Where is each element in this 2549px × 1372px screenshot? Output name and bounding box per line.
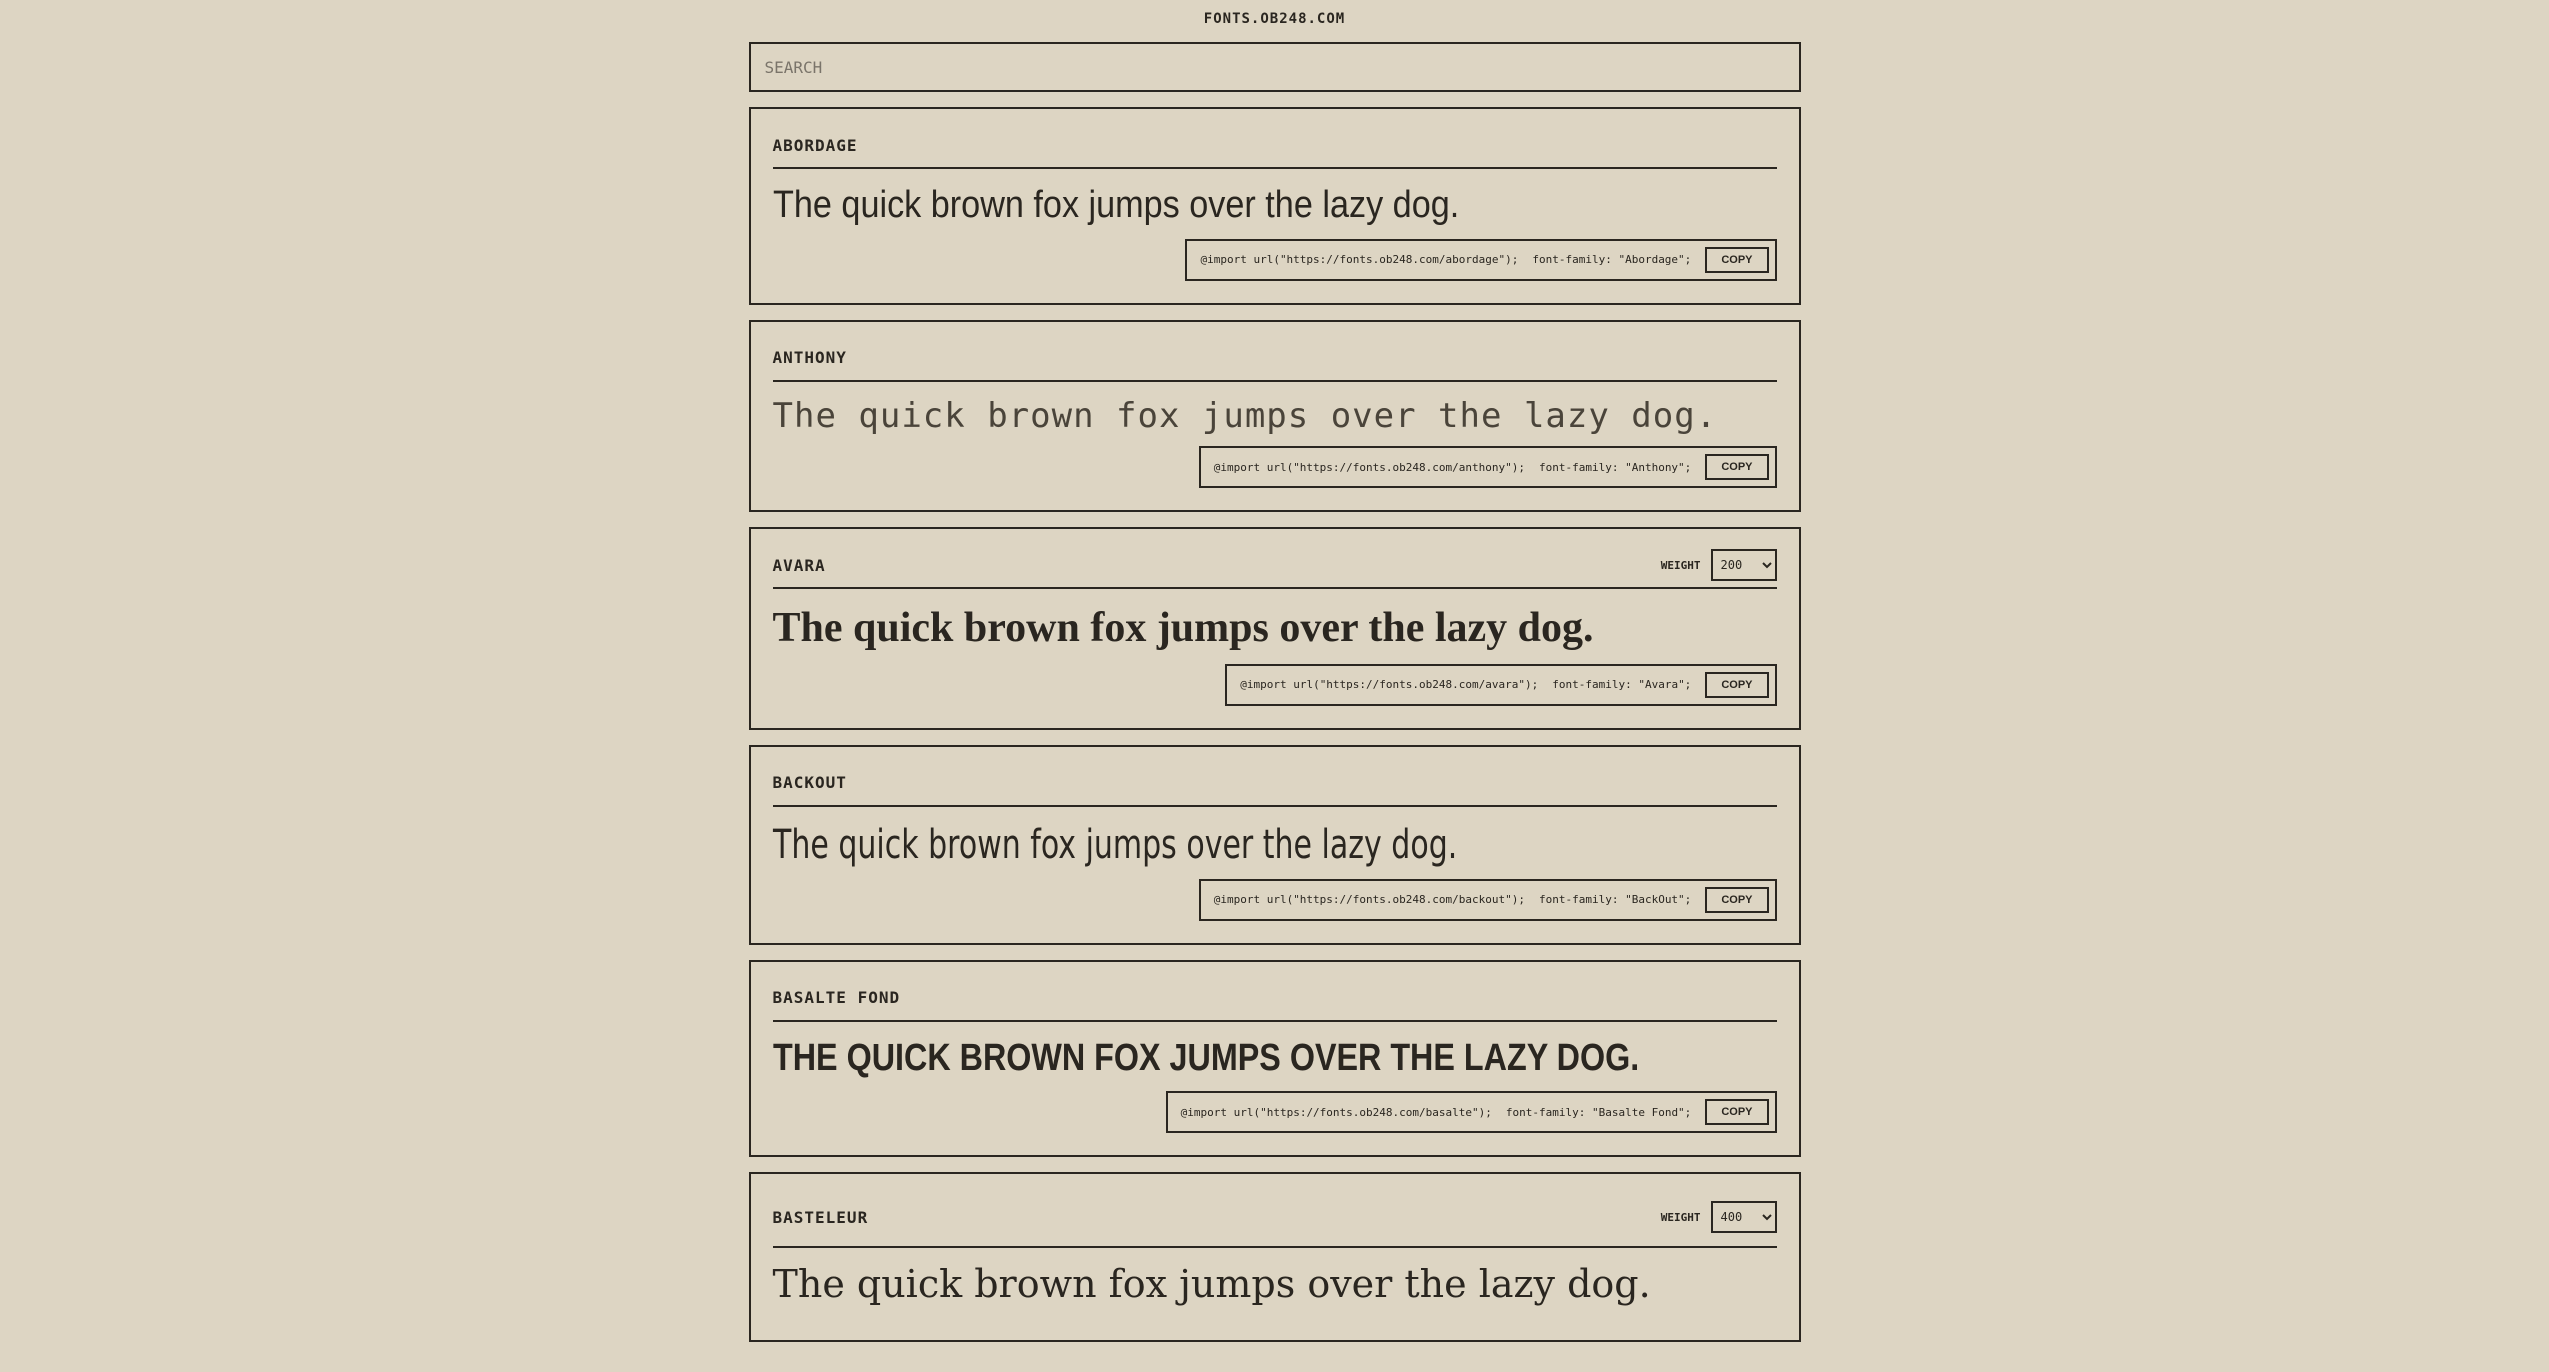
font-name: BASTELEUR [772,1207,869,1227]
site-title[interactable]: FONTS.OB248.COM [1203,11,1346,27]
copy-button[interactable]: COPY [1705,1099,1768,1125]
weight-select[interactable] [1711,549,1777,581]
font-sample: The quick brown fox jumps over the lazy dog. [772,1262,1651,1307]
weight-label: WEIGHT [1660,1210,1701,1224]
font-card-avara [749,527,1801,729]
font-name: ANTHONY [772,348,847,368]
font-card-basteleur [749,1172,1801,1342]
family-code: font-family: "Avara"; [1552,678,1692,692]
font-card-anthony [749,320,1801,513]
weight-select[interactable] [1711,1201,1777,1233]
family-code: font-family: "Anthony"; [1538,460,1692,474]
import-code: @import url("https://fonts.ob248.com/abordage"); [1200,253,1519,267]
copy-button[interactable]: COPY [1705,247,1768,273]
weight-control [1661,1201,1777,1233]
copy-button[interactable]: COPY [1705,454,1768,480]
copy-button[interactable]: COPY [1705,887,1768,913]
import-code: @import url("https://fonts.ob248.com/basalte"); [1180,1105,1492,1119]
font-sample: THE QUICK BROWN FOX JUMPS OVER THE LAZY DOG. [772,1036,1639,1079]
import-code: @import url("https://fonts.ob248.com/anthony"); [1213,460,1525,474]
font-card-backout [749,745,1801,945]
font-sample: The quick brown fox jumps over the lazy dog. [772,821,1457,868]
weight-label: WEIGHT [1660,558,1701,572]
page [749,0,1801,1342]
font-name: ABORDAGE [772,135,858,155]
font-sample: The quick brown fox jumps over the lazy dog. [772,605,1594,652]
font-name: BACKOUT [772,773,847,793]
code-snippet [1199,879,1777,921]
font-card-abordage [749,107,1801,305]
import-code: @import url("https://fonts.ob248.com/backout"); [1213,893,1525,907]
family-code: font-family: "Abordage"; [1532,253,1692,267]
code-snippet [1185,239,1776,281]
weight-control [1661,549,1777,581]
code-snippet [1225,664,1776,706]
font-name: BASALTE FOND [772,988,901,1008]
copy-button[interactable]: COPY [1705,672,1768,698]
family-code: font-family: "Basalte Fond"; [1505,1105,1692,1119]
import-code: @import url("https://fonts.ob248.com/avara"); [1240,678,1539,692]
search-input[interactable] [749,42,1801,92]
code-snippet [1199,446,1777,488]
code-snippet [1166,1091,1777,1133]
font-sample: The quick brown fox jumps over the lazy dog. [772,395,1718,436]
font-name: AVARA [772,555,826,575]
font-sample: The quick brown fox jumps over the lazy dog. [772,184,1459,226]
font-card-basalte-fond [749,960,1801,1158]
family-code: font-family: "BackOut"; [1538,893,1692,907]
